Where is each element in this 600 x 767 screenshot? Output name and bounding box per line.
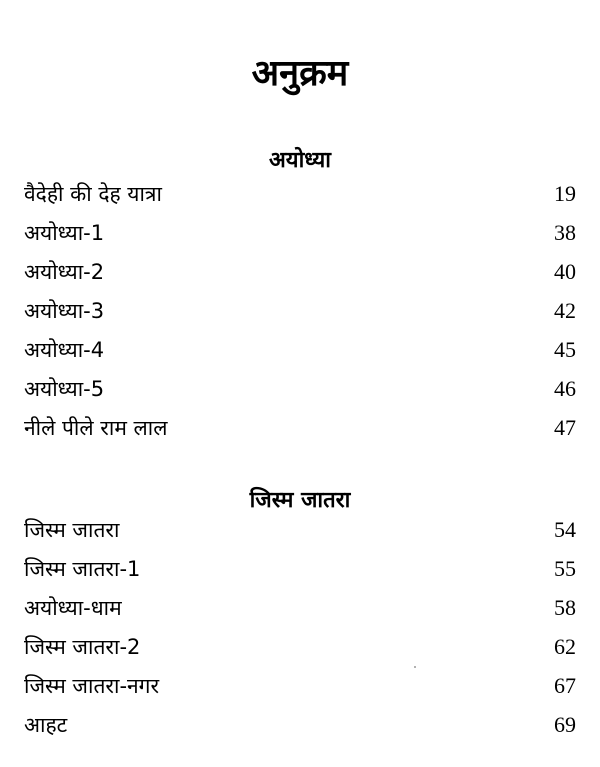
contents-entry[interactable] bbox=[24, 330, 576, 369]
entry-title: अयोध्या-धाम bbox=[24, 596, 122, 620]
entry-page-number: 42 bbox=[554, 298, 576, 323]
entry-title: जिस्म जातरा bbox=[24, 518, 120, 542]
contents-entry[interactable] bbox=[24, 174, 576, 213]
entry-page-number: 19 bbox=[554, 181, 576, 206]
entry-page-number: 69 bbox=[554, 712, 576, 737]
entry-page-number: 62 bbox=[554, 634, 576, 659]
contents-entry[interactable] bbox=[24, 549, 576, 588]
entry-page-number: 67 bbox=[554, 673, 576, 698]
contents-list-ayodhya bbox=[24, 174, 576, 447]
contents-entry[interactable] bbox=[24, 291, 576, 330]
entry-page-number: 38 bbox=[554, 220, 576, 245]
section-heading-ayodhya: अयोध्या bbox=[269, 148, 331, 174]
entry-title: अयोध्या-5 bbox=[24, 377, 105, 401]
contents-list-jism-jatara bbox=[24, 510, 576, 744]
entry-page-number: 55 bbox=[554, 556, 576, 581]
entry-title: आहट bbox=[24, 713, 68, 737]
entry-title: अयोध्या-2 bbox=[24, 260, 105, 284]
contents-entry[interactable] bbox=[24, 213, 576, 252]
entry-page-number: 47 bbox=[554, 415, 576, 440]
contents-entry[interactable] bbox=[24, 252, 576, 291]
entry-title: अयोध्या-1 bbox=[24, 221, 105, 245]
entry-page-number: 58 bbox=[554, 595, 576, 620]
contents-entry[interactable] bbox=[24, 627, 576, 666]
scan-speck bbox=[414, 666, 416, 668]
entry-page-number: 40 bbox=[554, 259, 576, 284]
contents-entry[interactable] bbox=[24, 588, 576, 627]
entry-page-number: 45 bbox=[554, 337, 576, 362]
contents-entry[interactable] bbox=[24, 369, 576, 408]
section-heading-jism-jatara: जिस्म जातरा bbox=[249, 488, 351, 514]
contents-entry[interactable] bbox=[24, 510, 576, 549]
contents-entry[interactable] bbox=[24, 408, 576, 447]
entry-title: अयोध्या-3 bbox=[24, 299, 105, 323]
entry-title: जिस्म जातरा-2 bbox=[24, 635, 141, 659]
contents-entry[interactable] bbox=[24, 666, 576, 705]
page-title: अनुक्रम bbox=[251, 53, 349, 95]
entry-title: जिस्म जातरा-नगर bbox=[24, 674, 160, 698]
entry-title: अयोध्या-4 bbox=[24, 338, 105, 362]
contents-entry[interactable] bbox=[24, 705, 576, 744]
entry-title: वैदेही की देह यात्रा bbox=[24, 182, 162, 206]
entry-page-number: 46 bbox=[554, 376, 576, 401]
entry-title: जिस्म जातरा-1 bbox=[24, 557, 141, 581]
entry-title: नीले पीले राम लाल bbox=[24, 416, 168, 440]
entry-page-number: 54 bbox=[554, 517, 576, 542]
